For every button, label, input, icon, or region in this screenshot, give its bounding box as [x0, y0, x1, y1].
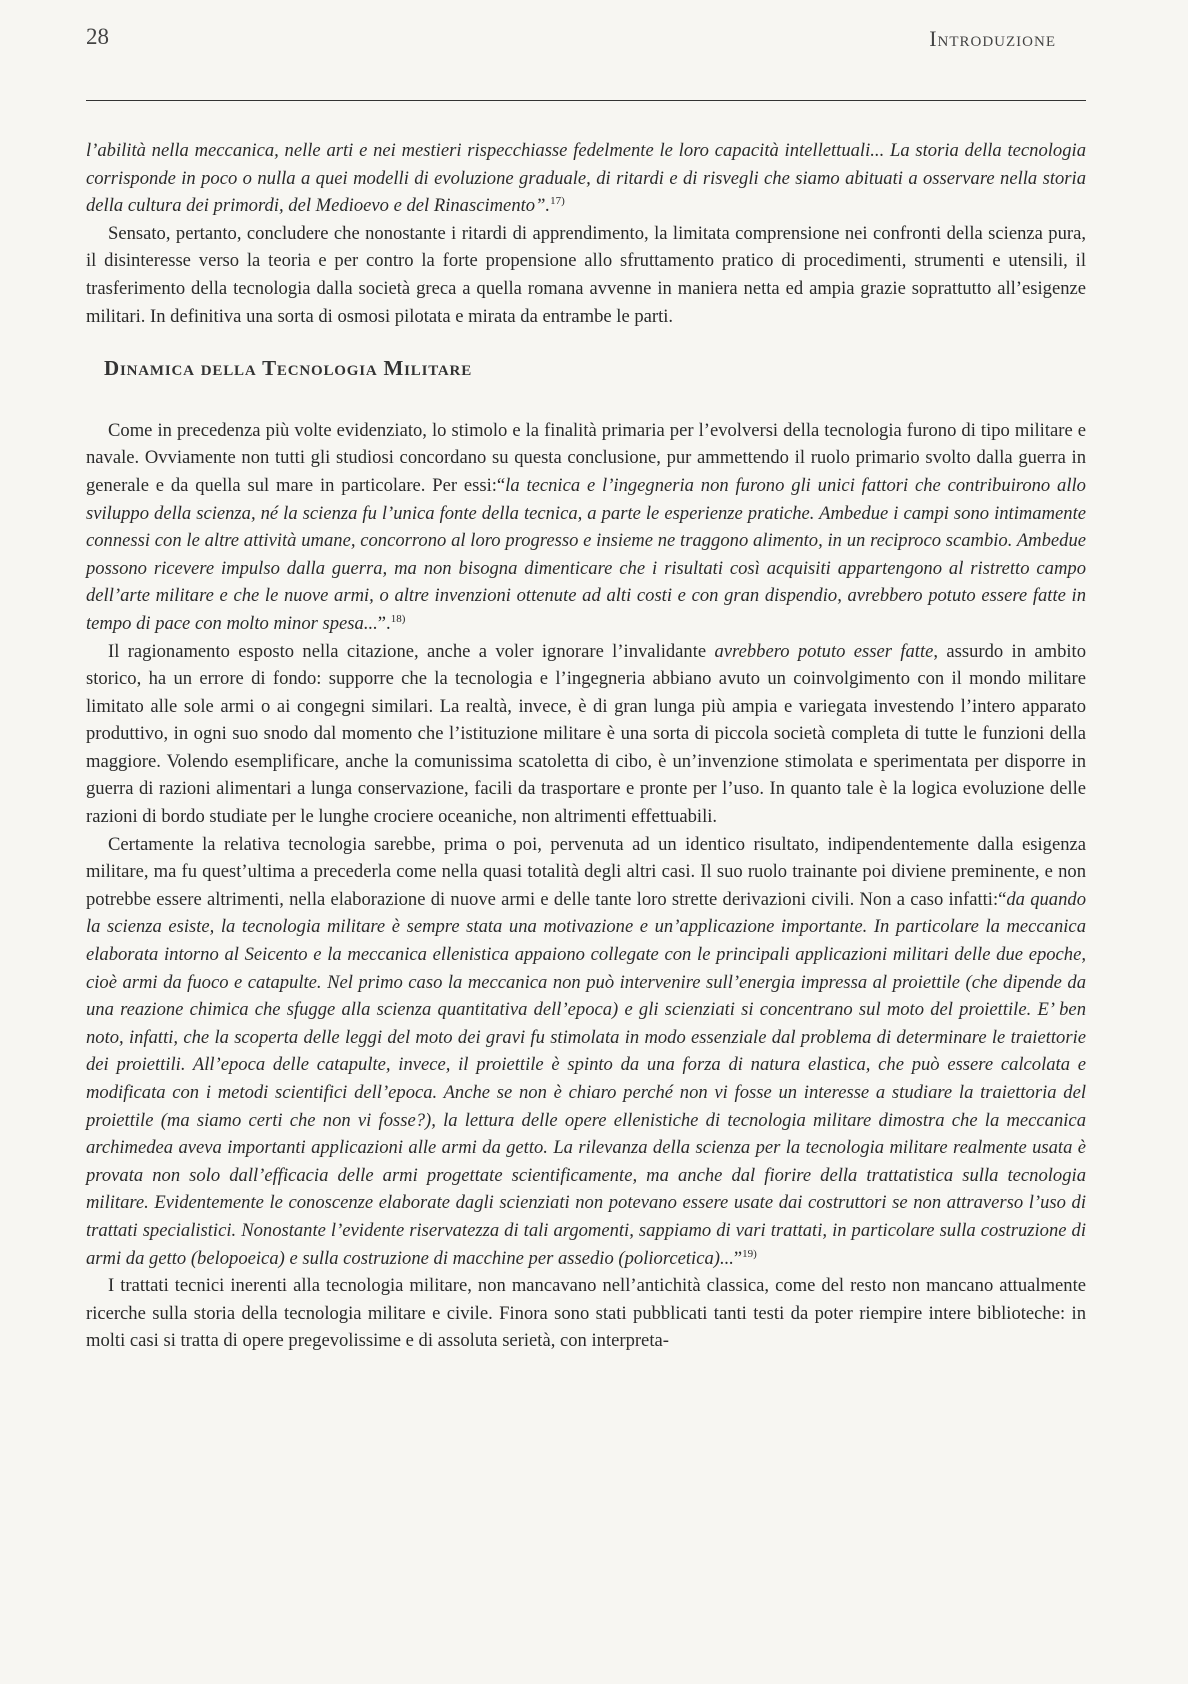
quote-close: ” — [733, 1247, 743, 1269]
paragraph-quote-continuation — [86, 137, 1086, 220]
quote-text: l’abilità nella meccanica, nelle arti e nei mestieri rispecchiasse fedelmente le loro capacità intellettuali... La storia della tecnologia corrisponde in poco o nulla a quei modelli di evoluzione graduale, di ritardi e di risvegli che siamo abituati a osservare nella storia della cultura dei primordi, del Medioevo e del Rinascimento”. — [86, 140, 1086, 217]
running-head: Introduzione — [929, 26, 1056, 51]
footnote-ref: 18) — [390, 612, 406, 625]
quote-text: da quando la scienza esiste, la tecnologia militare è sempre stata una motivazione e un’applicazione importante. In particolare la meccanica elaborata intorno al Seicento e la meccanica ellenistica appaiono collegate con le principali applicazioni militari delle due epoche, cioè armi da fuoco e catapulte. Nel primo caso la meccanica non può intervenire sull’energia impressa al proiettile (che dipende da una reazione chimica che sfugge alla scienza quantitativa dell’epoca) e gli scienziati si concentrano sul moto del proiettile. E’ ben noto, infatti, che la scoperta delle leggi del moto dei gravi fu stimolata in modo essenziale dal problema di determinare le traiettorie dei proiettili. All’epoca delle catapulte, invece, il proiettile è spinto da una forza di natura elastica, che può essere calcolata e modificata con i metodi scientifici dell’epoca. Anche se non è chiaro perché non vi fosse un interesse a studiare la traiettoria del proiettile (ma siamo certi che non vi fosse?), la lettura delle opere ellenistiche di tecnologia militare dimostra che la meccanica archimedea aveva importanti applicazioni alle armi da getto. La rilevanza della scienza per la tecnologia militare realmente usata è provata non solo dall’efficacia delle armi progettate scientificamente, ma anche dal fiorire della trattatistica sulla tecnologia militare. Evidentemente le conoscenze elaborate dagli scienziati non potevano essere usate dai costruttori se non attraverso l’uso di trattati specialistici. Nonostante l’evidente riservatezza di tali argomenti, sappiamo di vari trattati, in particolare sulla costruzione di armi da getto (belopoeica) e sulla costruzione di macchine per assedio (poliorcetica)... — [86, 888, 1086, 1269]
paragraph-text: , assurdo in ambito storico, ha un errore di fondo: supporre che la tecnologia e l’ingegneria abbiano avuto un coinvolgimento con il mondo militare limitato alle sole armi o ai congegni similari. La realtà, invece, è di gran lunga più ampia e variegata investendo l’intero apparato produttivo, in ogni suo snodo dal momento che l’istituzione militare è una sorta di piccola società completa di tutte le funzioni della maggiore. Volendo esemplificare, anche la comunissima scatoletta di cibo, è un’invenzione stimolata e sperimentata per disporre in guerra di razioni alimentari a lunga conservazione, facili da trasportare e pronte per l’uso. In quanto tale è la logica evoluzione delle razioni di bordo studiate per le lunghe crociere oceaniche, non altrimenti effettuabili. — [86, 640, 1086, 828]
section-title: Dinamica della Tecnologia Militare — [104, 356, 472, 381]
footnote-ref: 17) — [550, 195, 565, 208]
footnote-ref: 19) — [742, 1247, 757, 1260]
paragraph — [86, 417, 1086, 638]
paragraph-text: Certamente la relativa tecnologia sarebbe, prima o poi, pervenuta ad un identico risultato, indipendentemente dalla esigenza militare, ma fu quest’ultima a precederla come nella quasi totalità degli altri casi. Il suo ruolo trainante poi diviene preminente, e non potrebbe essere altrimenti, nella elaborazione di nuove armi e delle tante loro strette derivazioni civili. Non a caso infatti:“ — [86, 833, 1086, 910]
page-header — [86, 22, 1086, 101]
paragraph-text: Il ragionamento esposto nella citazione, anche a voler ignorare l’invalidante — [108, 640, 715, 662]
body-text — [86, 137, 1086, 1355]
quote-text: la tecnica e l’ingegneria non furono gli unici fattori che contribuirono allo sviluppo della scienza, né la scienza fu l’unica fonte della tecnica, a parte le esperienze pratiche. Ambedue i campi sono intimamente connessi con le altre attività umane, concorrono al loro progresso e insieme ne traggono alimento, in un reciproco scambio. Ambedue possono ricevere impulso dalla guerra, ma non bisogna dimenticare che i risultati così acquisiti appartengono al ristretto campo dell’arte militare e che le nuove armi, o altre invenzioni ottenute ad alti costi e con gran dispendio, avrebbero potuto essere fatte in tempo di pace con molto minor spesa... — [86, 474, 1086, 634]
paragraph — [86, 831, 1086, 1273]
paragraph — [86, 638, 1086, 831]
italic-phrase: avrebbero potuto esser fatte — [714, 640, 934, 662]
quote-close: ”. — [377, 612, 391, 634]
page-number: 28 — [86, 24, 109, 49]
paragraph: Sensato, pertanto, concludere che nonostante i ritardi di apprendimento, la limitata comprensione nei confronti della scienza pura, il disinteresse verso la teoria e per contro la forte propensione allo sfruttamento pratico di procedimenti, strumenti e utensili, il trasferimento della tecnologia dalla società greca a quella romana avvenne in maniera netta ed ampia grazie soprattutto all’esigenze militari. In definitiva una sorta di osmosi pilotata e mirata da entrambe le parti. — [86, 222, 1086, 327]
paragraph: I trattati tecnici inerenti alla tecnologia militare, non mancavano nell’antichità classica, come del resto non mancano attualmente ricerche sulla storia della tecnologia militare e civile. Finora sono stati pubblicati tanti testi da poter riempire intere biblioteche: in molti casi si tratta di opere pregevolissime e di assoluta serietà, con interpreta- — [86, 1275, 1086, 1352]
paragraph-text: Come in precedenza più volte evidenziato, lo stimolo e la finalità primaria per l’evolversi della tecnologia furono di tipo militare e navale. Ovviamente non tutti gli studiosi concordano su questa conclusione, pur ammettendo il ruolo primario svolto dalla guerra in generale e da quella sul mare in particolare. Per essi:“ — [86, 419, 1086, 496]
